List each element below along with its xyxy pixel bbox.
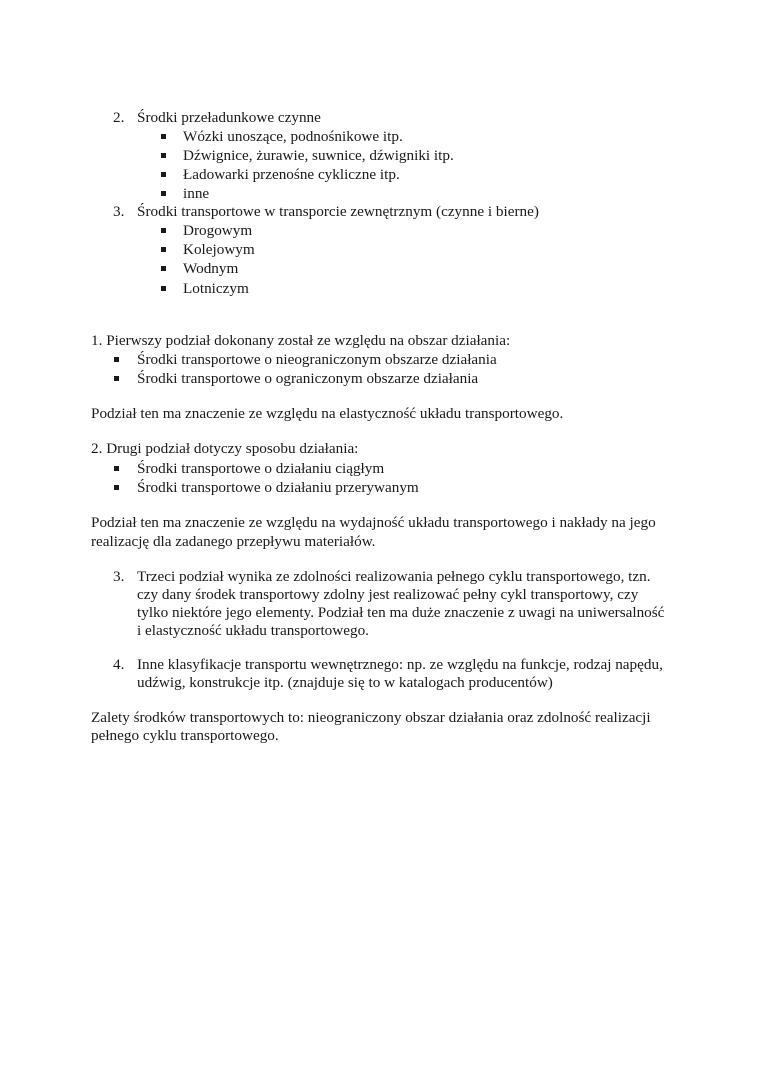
bullet-square-icon (161, 191, 166, 196)
list-item-label: Środki przeładunkowe czynne (137, 109, 321, 126)
bullet-square-icon (114, 376, 119, 381)
sub-list-item: Drogowym (183, 222, 253, 239)
paragraph-line: Inne klasyfikacje transportu wewnętrznego: np. ze względu na funkcje, rodzaj napędu, (137, 656, 663, 673)
paragraph-line: tylko niektóre jego elementy. Podział ten ma duże znaczenie z uwagi na uniwersalność (137, 604, 665, 621)
list-number: 3. (113, 568, 125, 585)
bullet-item: Środki transportowe o działaniu ciągłym (137, 460, 385, 477)
sub-list-item: Ładowarki przenośne cykliczne itp. (183, 166, 400, 183)
bullet-square-icon (161, 134, 166, 139)
paragraph: Podział ten ma znaczenie ze względu na elastyczność układu transportowego. (91, 405, 564, 422)
sub-list-item: Dźwignice, żurawie, suwnice, dźwigniki itp. (183, 147, 454, 164)
paragraph-line: realizację dla zadanego przepływu materiałów. (91, 533, 376, 550)
paragraph-line: czy dany środek transportowy zdolny jest realizować pełny cykl transportowy, czy (137, 586, 639, 603)
bullet-square-icon (161, 247, 166, 252)
paragraph-line: Trzeci podział wynika ze zdolności realizowania pełnego cyklu transportowego, tzn. (137, 568, 651, 585)
section-heading: 1. Pierwszy podział dokonany został ze względu na obszar działania: (91, 332, 511, 349)
bullet-square-icon (114, 466, 119, 471)
sub-list-item: Kolejowym (183, 241, 255, 258)
bullet-item: Środki transportowe o ograniczonym obszarze działania (137, 370, 479, 387)
bullet-square-icon (161, 228, 166, 233)
list-number: 2. (113, 109, 125, 126)
paragraph-line: pełnego cyklu transportowego. (91, 727, 279, 744)
paragraph-line: i elastyczność układu transportowego. (137, 622, 369, 639)
bullet-item: Środki transportowe o nieograniczonym obszarze działania (137, 351, 497, 368)
bullet-square-icon (114, 357, 119, 362)
bullet-square-icon (161, 266, 166, 271)
paragraph-line: udźwig, konstrukcje itp. (znajduje się to w katalogach producentów) (137, 674, 553, 691)
sub-list-item: Wózki unoszące, podnośnikowe itp. (183, 128, 403, 145)
bullet-square-icon (161, 153, 166, 158)
bullet-square-icon (161, 172, 166, 177)
bullet-item: Środki transportowe o działaniu przerywanym (137, 479, 419, 496)
paragraph-line: Zalety środków transportowych to: nieograniczony obszar działania oraz zdolność realizacji (91, 709, 651, 726)
sub-list-item: inne (183, 185, 210, 202)
sub-list-item: Wodnym (183, 260, 239, 277)
section-heading: 2. Drugi podział dotyczy sposobu działania: (91, 440, 359, 457)
list-number: 3. (113, 203, 125, 220)
bullet-square-icon (114, 485, 119, 490)
paragraph-line: Podział ten ma znaczenie ze względu na wydajność układu transportowego i nakłady na jego (91, 514, 656, 531)
bullet-square-icon (161, 286, 166, 291)
sub-list-item: Lotniczym (183, 280, 249, 297)
list-number: 4. (113, 656, 125, 673)
list-item-label: Środki transportowe w transporcie zewnętrznym (czynne i bierne) (137, 203, 539, 220)
